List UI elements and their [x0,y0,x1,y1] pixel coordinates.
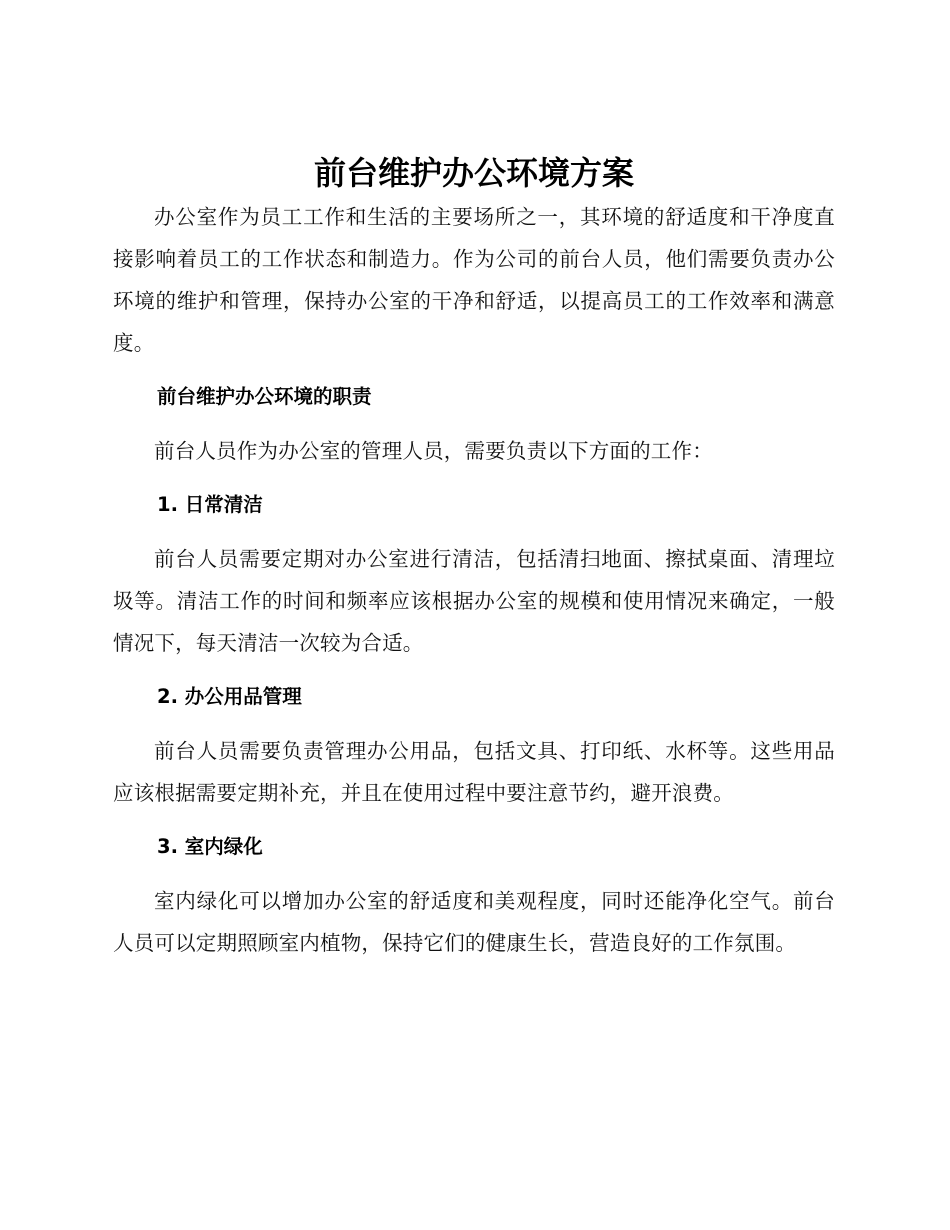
item-text-cleaning: 前台人员需要定期对办公室进行清洁，包括清扫地面、擦拭桌面、清理垃圾等。清洁工作的时间和频率应该根据办公室的规模和使用情况来确定，一般情况下，每天清洁一次较为合适。 [113,547,835,655]
spacer [113,718,835,730]
item-text-supplies: 前台人员需要负责管理办公用品，包括文具、打印纸、水杯等。这些用品应该根据需要定期补充，并且在使用过程中要注意节约，避开浪费。 [113,739,835,805]
intro-paragraph: 办公室作为员工工作和生活的主要场所之一，其环境的舒适度和干净度直接影响着员工的工作状态和制造力。作为公司的前台人员，他们需要负责办公环境的维护和管理，保持办公室的干净和舒适，以提高员工的工作效率和满意度。 [113,205,835,355]
spacer [113,418,835,430]
document-body [113,150,835,964]
section-heading: 前台维护办公环境的职责 [157,385,372,408]
spacer [113,526,835,538]
document-title: 前台维护办公环境方案 [313,154,634,192]
item-text-greenery: 室内绿化可以增加办公室的舒适度和美观程度，同时还能净化空气。前台人员可以定期照顾室内植物，保持它们的健康生长，营造良好的工作氛围。 [113,889,835,955]
spacer [113,814,835,826]
item-heading-greenery: 3. 室内绿化 [157,835,263,858]
item-heading-supplies: 2. 办公用品管理 [157,685,302,708]
spacer [113,472,835,484]
section-lead-paragraph: 前台人员作为办公室的管理人员，需要负责以下方面的工作： [154,439,713,463]
spacer [113,664,835,676]
spacer [113,364,835,376]
spacer [113,868,835,880]
item-heading-cleaning: 1. 日常清洁 [157,493,263,516]
